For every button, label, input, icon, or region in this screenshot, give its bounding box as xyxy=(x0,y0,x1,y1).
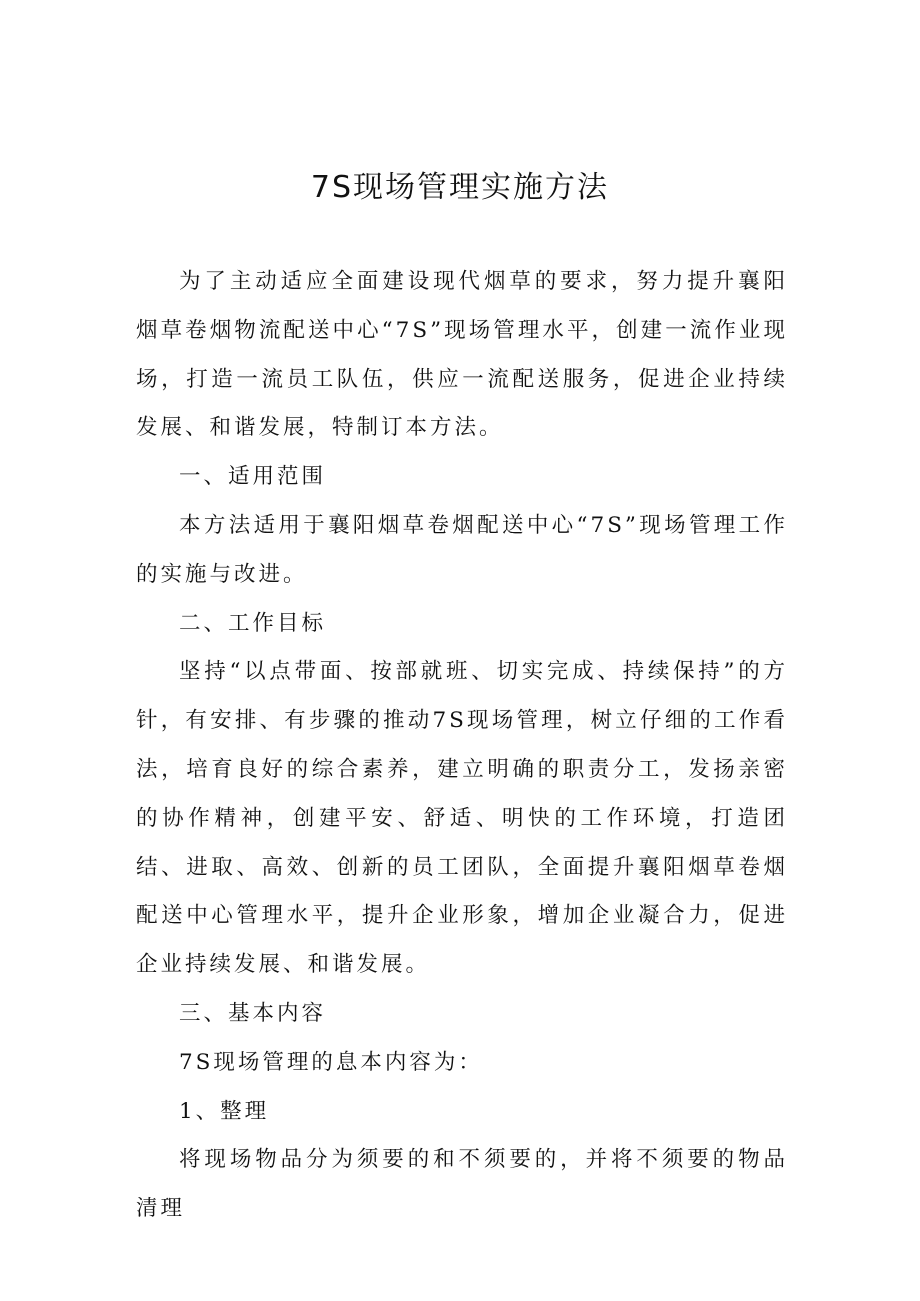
goals-paragraph: 坚持“以点带面、按部就班、切实完成、持续保持”的方针，有安排、有步骤的推动7S现场管理，树立仔细的工作看法，培育良好的综合素养，建立明确的职责分工，发扬亲密的协作精神，创建平安、舒适、明快的工作环境，打造团结、进取、高效、创新的员工团队，全面提升襄阳烟草卷烟配送中心管理水平，提升企业形象，增加企业凝合力，促进企业持续发展、和谐发展。 xyxy=(136,659,788,978)
sort-paragraph: 将现场物品分为须要的和不须要的，并将不须要的物品清理 xyxy=(136,1147,788,1222)
document-body xyxy=(136,258,788,1234)
scope-paragraph: 本方法适用于襄阳烟草卷烟配送中心“7S”现场管理工作的实施与改进。 xyxy=(136,512,788,587)
section-heading-scope: 一、适用范围 xyxy=(179,464,327,490)
intro-paragraph: 为了主动适应全面建设现代烟草的要求，努力提升襄阳烟草卷烟物流配送中心“7S”现场管理水平，创建一流作业现场，打造一流员工队伍，供应一流配送服务，促进企业持续发展、和谐发展，特制订本方法。 xyxy=(136,269,788,441)
section-heading-content: 三、基本内容 xyxy=(179,1000,327,1026)
document-title: 7S现场管理实施方法 xyxy=(310,170,610,205)
content-intro-paragraph: 7S现场管理的息本内容为： xyxy=(179,1049,483,1075)
section-heading-goals: 二、工作目标 xyxy=(179,610,327,636)
subsection-heading-sort: 1、整理 xyxy=(179,1098,270,1124)
